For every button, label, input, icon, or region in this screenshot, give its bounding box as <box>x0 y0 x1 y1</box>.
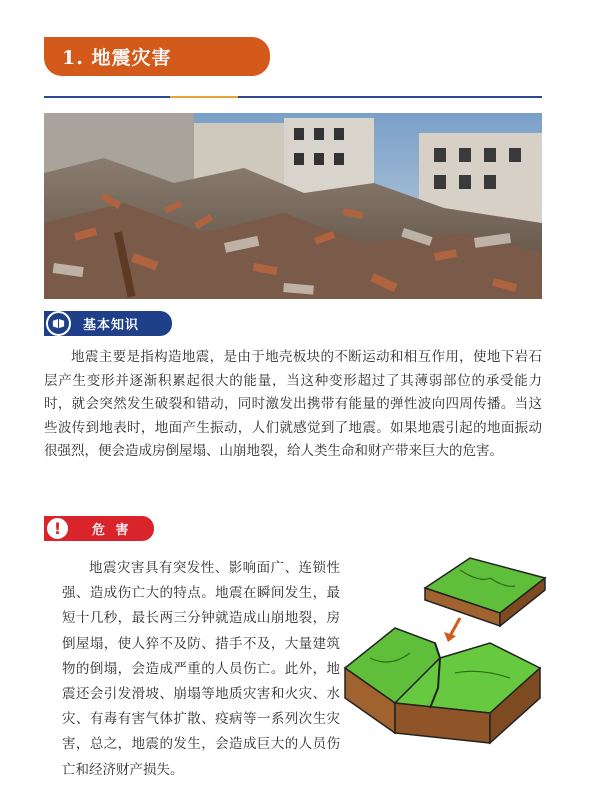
basic-knowledge-label: 基本知识 <box>83 318 140 333</box>
basic-knowledge-text: 地震主要是指构造地震，是由于地壳板块的不断运动和相互作用，使地下岩石层产生变形并逐渐积累起很大的能量，当这种变形超过了其薄弱部位的承受能力时，就会突然发生破裂和错动，同时激发出携带有能量的弹性波向四周传播。当这些波传到地表时，地面产生振动，人们就感觉到了地震。如果地震引起的地面振动很强烈，便会造成房倒屋塌、山崩地裂，给人类生命和财产带来巨大的危害。 <box>44 349 542 459</box>
book-icon <box>46 311 71 336</box>
section-title-pill <box>44 37 270 76</box>
harm-text: 地震灾害具有突发性、影响面广、连锁性强、造成伤亡大的特点。地震在瞬间发生，最短十几秒，最长两三分钟就造成山崩地裂，房倒屋塌，使人猝不及防、措手不及，大量建筑物的倒塌，会造成严重的人员伤亡。此外，地震还会引发滑坡、崩塌等地质灾害和火灾、水灾、有毒有害气体扩散、疫病等一系列次生灾害，总之，地震的发生，会造成巨大的人员伤亡和经济财产损失。 <box>62 560 340 778</box>
warning-icon: ! <box>45 516 70 541</box>
harm-badge <box>44 516 154 541</box>
fault-block-illustration <box>340 548 550 748</box>
basic-knowledge-badge <box>44 311 172 336</box>
section-title: 1. 地震灾害 <box>62 47 172 69</box>
title-divider-accent <box>170 96 238 98</box>
harm-label: 危 害 <box>92 523 132 538</box>
title-divider <box>44 96 542 98</box>
earthquake-rubble-photo <box>44 113 542 299</box>
